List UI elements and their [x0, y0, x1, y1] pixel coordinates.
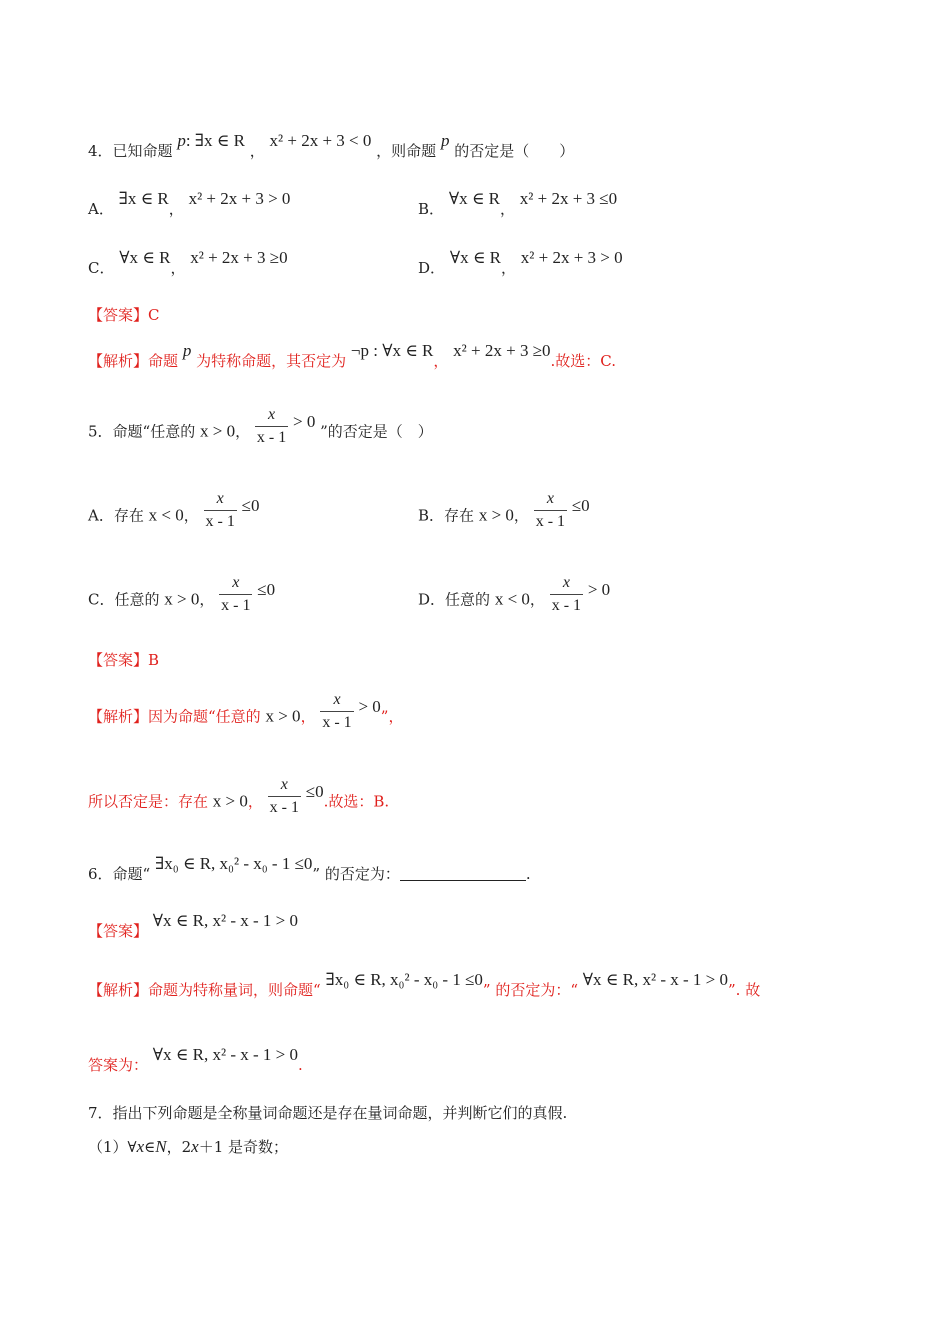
q5-stem: 5．命题“任意的 x > 0， $\frac{x}{x - 1}$ > 0 ”的否定是（ ） [88, 406, 433, 446]
q5-option-c-fraction: $\frac{x}{x - 1}$ [221, 574, 251, 614]
q7-item-1: （1）∀x∈N，2x＋1 是奇数； [88, 1137, 289, 1156]
q5-analysis-2: 所以否定是：存在 x > 0， $\frac{x}{x - 1}$ ≤0.故选：B. [88, 776, 390, 816]
q4-option-b[interactable]: B． ∀x ∈ R， x² + 2x + 3 ≤0 [418, 189, 618, 218]
q5-option-b[interactable]: B．存在 x > 0， $\frac{x}{x - 1}$ ≤0 [418, 490, 590, 530]
q5-option-d-fraction: $\frac{x}{x - 1}$ [551, 574, 582, 614]
q4-analysis: 【解析】命题 p 为特称命题，其否定为 ¬p : ∀x ∈ R， x² + 2x + 3 ≥0.故选：C. [88, 341, 617, 370]
q4-option-a[interactable]: A． ∃x ∈ R， x² + 2x + 3 > 0 [88, 189, 291, 218]
q7-stem: 7．指出下列命题是全称量词命题还是存在量词命题，并判断它们的真假. [88, 1104, 568, 1122]
q5-analysis-fraction: $\frac{x}{x - 1}$ [322, 691, 352, 731]
q5-answer: 【答案】B [88, 651, 160, 669]
q5-analysis: 【解析】因为命题“任意的 x > 0， $\frac{x}{x - 1}$ > 0”， [88, 691, 404, 731]
q6-analysis-2: 答案为： ∀x ∈ R, x² - x - 1 > 0. [88, 1045, 303, 1074]
q4-option-d[interactable]: D． ∀x ∈ R， x² + 2x + 3 > 0 [418, 248, 623, 277]
q5-option-d[interactable]: D．任意的 x < 0， $\frac{x}{x - 1}$ > 0 [418, 574, 611, 614]
q6-analysis: 【解析】命题为特称量词，则命题“ ∃x₀ ∈ R, x₀² - x₀ - 1 ≤0” 的否定为：“ ∀x ∈ R, x² - x - 1 > 0”. 故 [88, 970, 761, 999]
q4-answer: 【答案】C [88, 306, 160, 324]
q6-stem: 6．命题“ ∃x₀ ∈ R, x₀² - x₀ - 1 ≤0” 的否定为： . [88, 854, 531, 883]
q5-option-a[interactable]: A．存在 x < 0， $\frac{x}{x - 1}$ ≤0 [88, 490, 260, 530]
q6-answer-blank[interactable] [400, 880, 526, 881]
q5-option-c[interactable]: C．任意的 x > 0， $\frac{x}{x - 1}$ ≤0 [88, 574, 276, 614]
q5-option-b-fraction: $\frac{x}{x - 1}$ [535, 490, 566, 530]
q6-answer: 【答案】 ∀x ∈ R, x² - x - 1 > 0 [88, 911, 298, 940]
q5-stem-fraction: $\frac{x}{x - 1}$ [256, 406, 287, 446]
q5-option-a-fraction: $\frac{x}{x - 1}$ [205, 490, 235, 530]
q5-analysis2-fraction: $\frac{x}{x - 1}$ [269, 776, 299, 816]
q4-option-c[interactable]: C． ∀x ∈ R， x² + 2x + 3 ≥0 [88, 248, 288, 277]
q4-stem: 4．已知命题 p: ∃x ∈ R ， x² + 2x + 3 < 0 ，则命题 p 的否定是（ ） [88, 131, 575, 160]
